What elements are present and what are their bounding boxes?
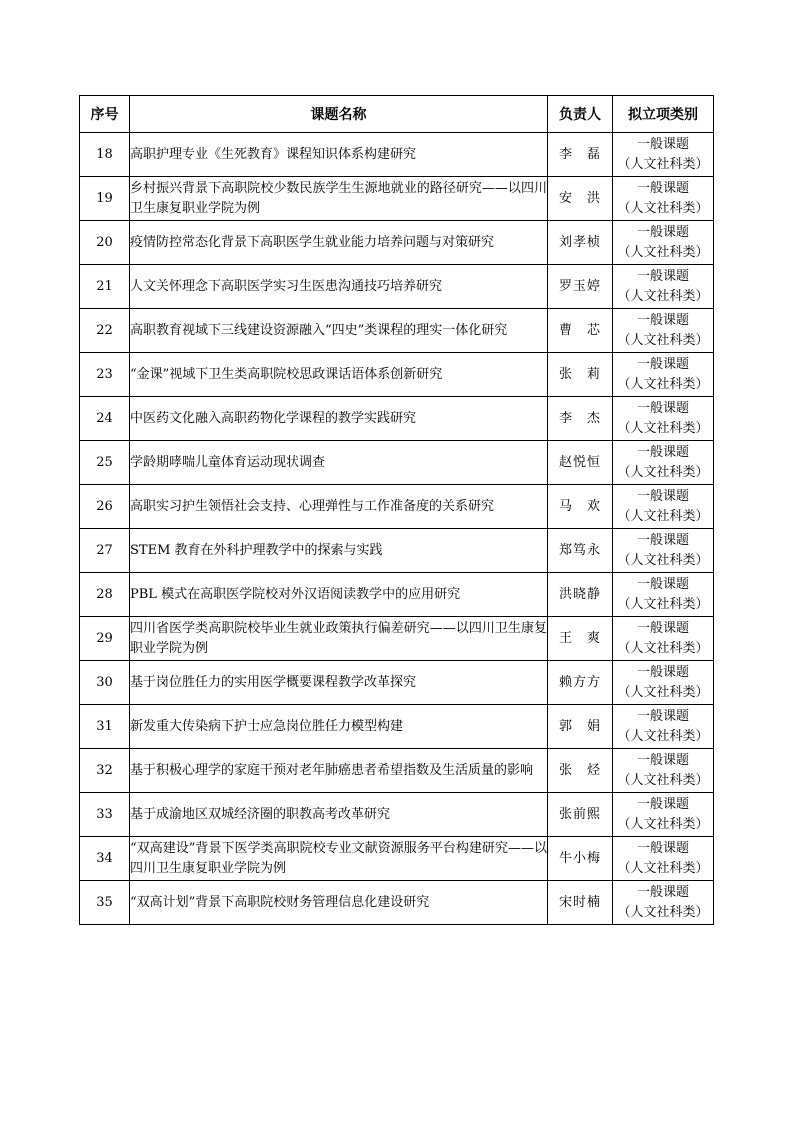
project-category bbox=[613, 617, 714, 661]
table-row bbox=[80, 881, 714, 925]
row-number: 22 bbox=[80, 309, 130, 353]
project-title-text: “双高建设”背景下医学类高职院校专业文献资源服务平台构建研究——以四川卫生康复职业学院为例 bbox=[130, 840, 547, 876]
project-leader: 张 烃 bbox=[548, 749, 613, 793]
category-type: 一般课题 bbox=[636, 752, 689, 768]
category-type: 一般课题 bbox=[636, 356, 689, 372]
project-leader: 郑笃永 bbox=[548, 529, 613, 573]
project-title bbox=[130, 177, 548, 221]
category-field: （人文社科类） bbox=[617, 464, 709, 480]
category-field: （人文社科类） bbox=[617, 596, 709, 612]
project-title-text: 基于岗位胜任力的实用医学概要课程教学改革探究 bbox=[130, 674, 417, 690]
project-title bbox=[130, 705, 548, 749]
project-category bbox=[613, 485, 714, 529]
project-category bbox=[613, 837, 714, 881]
row-number: 33 bbox=[80, 793, 130, 837]
header-no: 序号 bbox=[80, 96, 130, 133]
project-category bbox=[613, 221, 714, 265]
table-row bbox=[80, 705, 714, 749]
project-title bbox=[130, 881, 548, 925]
table-header-row bbox=[80, 96, 714, 133]
project-title-text: STEM 教育在外科护理教学中的探索与实践 bbox=[130, 542, 383, 558]
project-title-text: 四川省医学类高职院校毕业生就业政策执行偏差研究——以四川卫生康复职业学院为例 bbox=[130, 620, 547, 656]
project-category bbox=[613, 661, 714, 705]
project-leader: 安 洪 bbox=[548, 177, 613, 221]
project-title bbox=[130, 793, 548, 837]
category-type: 一般课题 bbox=[636, 796, 689, 812]
row-number: 18 bbox=[80, 133, 130, 177]
row-number: 30 bbox=[80, 661, 130, 705]
row-number: 25 bbox=[80, 441, 130, 485]
project-title-text: PBL 模式在高职医学院校对外汉语阅读教学中的应用研究 bbox=[130, 586, 461, 602]
project-leader: 曹 芯 bbox=[548, 309, 613, 353]
category-field: （人文社科类） bbox=[617, 376, 709, 392]
category-field: （人文社科类） bbox=[617, 244, 709, 260]
header-category: 拟立项类别 bbox=[613, 96, 714, 133]
project-leader: 赵悦恒 bbox=[548, 441, 613, 485]
project-title bbox=[130, 573, 548, 617]
category-type: 一般课题 bbox=[636, 840, 689, 856]
project-title bbox=[130, 617, 548, 661]
project-title bbox=[130, 133, 548, 177]
category-field: （人文社科类） bbox=[617, 420, 709, 436]
table-row bbox=[80, 573, 714, 617]
project-title-text: 基于成渝地区双城经济圈的职教高考改革研究 bbox=[130, 806, 391, 822]
table-row bbox=[80, 485, 714, 529]
category-type: 一般课题 bbox=[636, 136, 689, 152]
category-field: （人文社科类） bbox=[617, 728, 709, 744]
project-category bbox=[613, 177, 714, 221]
category-type: 一般课题 bbox=[636, 488, 689, 504]
project-title-text: 高职实习护生领悟社会支持、心理弹性与工作准备度的关系研究 bbox=[130, 498, 495, 514]
project-title-text: 高职教育视域下三线建设资源融入“四史”类课程的理实一体化研究 bbox=[130, 322, 508, 338]
project-category bbox=[613, 309, 714, 353]
project-leader: 牛小梅 bbox=[548, 837, 613, 881]
project-table bbox=[79, 95, 714, 925]
project-leader: 张 莉 bbox=[548, 353, 613, 397]
project-title bbox=[130, 221, 548, 265]
project-leader: 罗玉婷 bbox=[548, 265, 613, 309]
project-title bbox=[130, 309, 548, 353]
project-title bbox=[130, 485, 548, 529]
project-title bbox=[130, 529, 548, 573]
row-number: 31 bbox=[80, 705, 130, 749]
project-leader: 洪晓静 bbox=[548, 573, 613, 617]
table-row bbox=[80, 397, 714, 441]
row-number: 19 bbox=[80, 177, 130, 221]
category-field: （人文社科类） bbox=[617, 156, 709, 172]
row-number: 21 bbox=[80, 265, 130, 309]
category-type: 一般课题 bbox=[636, 224, 689, 240]
category-field: （人文社科类） bbox=[617, 816, 709, 832]
header-person: 负责人 bbox=[548, 96, 613, 133]
project-title bbox=[130, 265, 548, 309]
category-field: （人文社科类） bbox=[617, 508, 709, 524]
project-leader: 宋时楠 bbox=[548, 881, 613, 925]
project-title-text: 学龄期哮喘儿童体育运动现状调查 bbox=[130, 454, 326, 470]
project-title-text: 乡村振兴背景下高职院校少数民族学生生源地就业的路径研究——以四川卫生康复职业学院为例 bbox=[130, 180, 547, 216]
project-title-text: “金课”视域下卫生类高职院校思政课话语体系创新研究 bbox=[130, 366, 443, 382]
table-row bbox=[80, 617, 714, 661]
project-category bbox=[613, 749, 714, 793]
table-row bbox=[80, 749, 714, 793]
project-title bbox=[130, 441, 548, 485]
category-type: 一般课题 bbox=[636, 268, 689, 284]
table-row bbox=[80, 661, 714, 705]
row-number: 23 bbox=[80, 353, 130, 397]
category-field: （人文社科类） bbox=[617, 552, 709, 568]
project-category bbox=[613, 353, 714, 397]
row-number: 35 bbox=[80, 881, 130, 925]
category-type: 一般课题 bbox=[636, 180, 689, 196]
category-type: 一般课题 bbox=[636, 664, 689, 680]
project-title-text: “双高计划”背景下高职院校财务管理信息化建设研究 bbox=[130, 894, 430, 910]
category-field: （人文社科类） bbox=[617, 904, 709, 920]
project-leader: 马 欢 bbox=[548, 485, 613, 529]
project-title bbox=[130, 353, 548, 397]
category-type: 一般课题 bbox=[636, 532, 689, 548]
project-leader: 王 爽 bbox=[548, 617, 613, 661]
table-row bbox=[80, 309, 714, 353]
project-category bbox=[613, 133, 714, 177]
category-type: 一般课题 bbox=[636, 576, 689, 592]
category-type: 一般课题 bbox=[636, 884, 689, 900]
project-leader: 郭 娟 bbox=[548, 705, 613, 749]
project-title bbox=[130, 661, 548, 705]
project-category bbox=[613, 265, 714, 309]
row-number: 26 bbox=[80, 485, 130, 529]
category-field: （人文社科类） bbox=[617, 860, 709, 876]
project-title-text: 中医药文化融入高职药物化学课程的教学实践研究 bbox=[130, 410, 417, 426]
project-title bbox=[130, 837, 548, 881]
category-field: （人文社科类） bbox=[617, 200, 709, 216]
row-number: 24 bbox=[80, 397, 130, 441]
table-row bbox=[80, 793, 714, 837]
project-title bbox=[130, 749, 548, 793]
category-field: （人文社科类） bbox=[617, 684, 709, 700]
row-number: 29 bbox=[80, 617, 130, 661]
project-title-text: 人文关怀理念下高职医学实习生医患沟通技巧培养研究 bbox=[130, 278, 443, 294]
table-row bbox=[80, 529, 714, 573]
table-row bbox=[80, 441, 714, 485]
row-number: 27 bbox=[80, 529, 130, 573]
project-title-text: 基于积极心理学的家庭干预对老年肺癌患者希望指数及生活质量的影响 bbox=[130, 762, 534, 778]
project-title-text: 高职护理专业《生死教育》课程知识体系构建研究 bbox=[130, 146, 417, 162]
table-row bbox=[80, 265, 714, 309]
project-title-text: 疫情防控常态化背景下高职医学生就业能力培养问题与对策研究 bbox=[130, 234, 495, 250]
row-number: 34 bbox=[80, 837, 130, 881]
project-category bbox=[613, 529, 714, 573]
project-leader: 李 磊 bbox=[548, 133, 613, 177]
row-number: 28 bbox=[80, 573, 130, 617]
project-leader: 赖方方 bbox=[548, 661, 613, 705]
category-type: 一般课题 bbox=[636, 444, 689, 460]
row-number: 20 bbox=[80, 221, 130, 265]
table-body bbox=[80, 133, 714, 925]
project-category bbox=[613, 573, 714, 617]
project-leader: 张前熙 bbox=[548, 793, 613, 837]
table-row bbox=[80, 353, 714, 397]
category-type: 一般课题 bbox=[636, 312, 689, 328]
project-title-text: 新发重大传染病下护士应急岗位胜任力模型构建 bbox=[130, 718, 404, 734]
category-type: 一般课题 bbox=[636, 620, 689, 636]
table-row bbox=[80, 837, 714, 881]
row-number: 32 bbox=[80, 749, 130, 793]
project-category bbox=[613, 881, 714, 925]
table-row bbox=[80, 221, 714, 265]
project-leader: 刘孝桢 bbox=[548, 221, 613, 265]
category-field: （人文社科类） bbox=[617, 640, 709, 656]
category-field: （人文社科类） bbox=[617, 332, 709, 348]
table-row bbox=[80, 177, 714, 221]
project-category bbox=[613, 793, 714, 837]
project-category bbox=[613, 397, 714, 441]
category-type: 一般课题 bbox=[636, 400, 689, 416]
category-type: 一般课题 bbox=[636, 708, 689, 724]
project-leader: 李 杰 bbox=[548, 397, 613, 441]
project-title bbox=[130, 397, 548, 441]
category-field: （人文社科类） bbox=[617, 288, 709, 304]
header-title: 课题名称 bbox=[130, 96, 548, 133]
project-category bbox=[613, 441, 714, 485]
table-row bbox=[80, 133, 714, 177]
project-category bbox=[613, 705, 714, 749]
category-field: （人文社科类） bbox=[617, 772, 709, 788]
